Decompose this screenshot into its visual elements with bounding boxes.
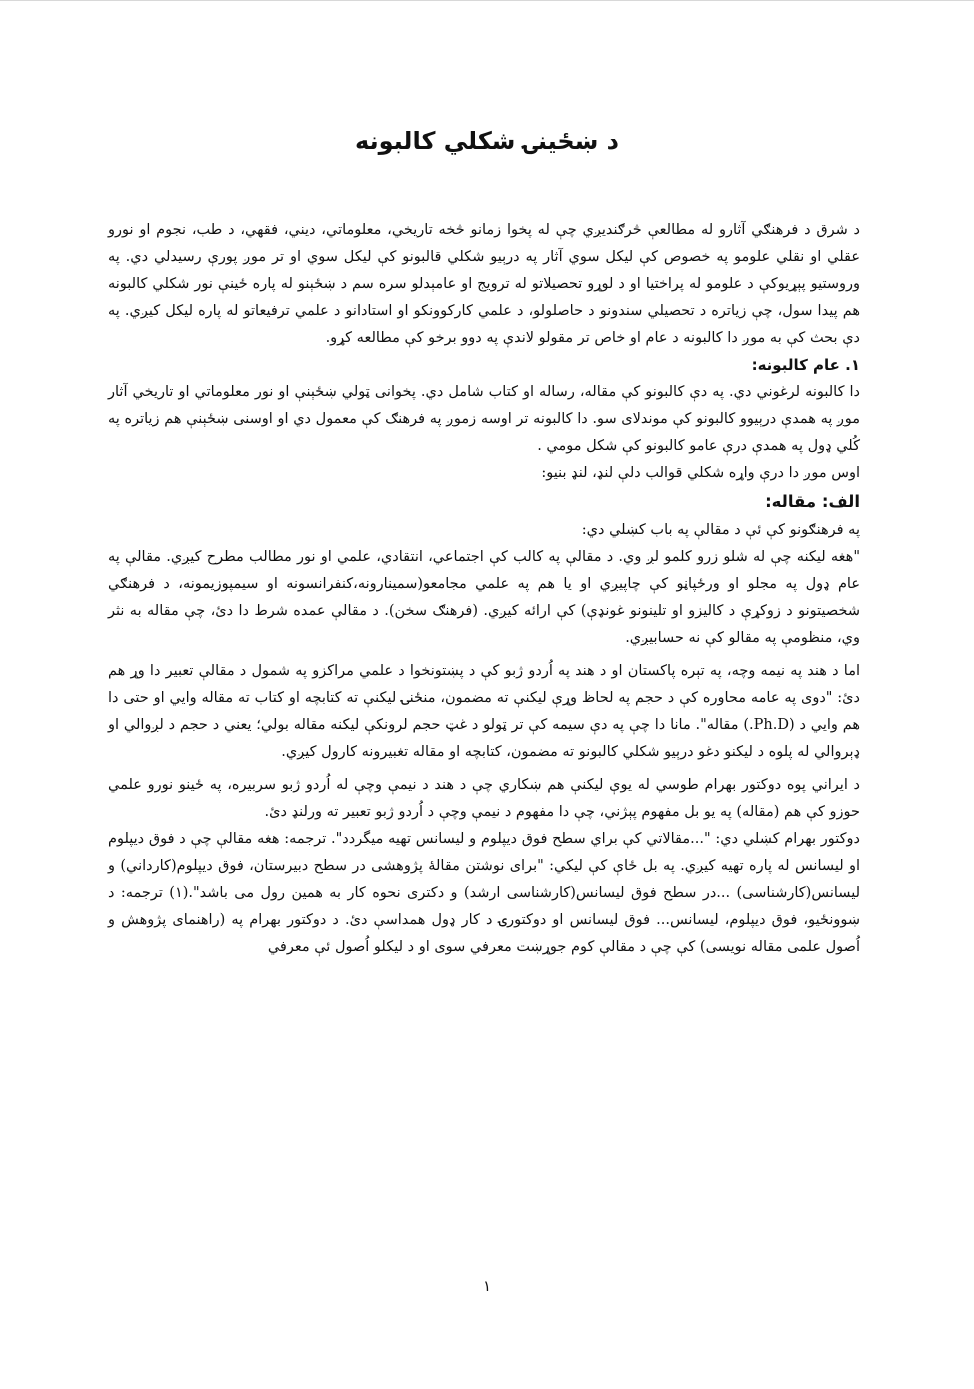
document-body <box>108 217 860 961</box>
page-number: ۱ <box>482 1277 492 1295</box>
general-forms-note: اوس موږ دا درې واړه شکلي قوالب دلې لنډ، لنډ بنیو: <box>541 465 860 481</box>
general-forms-paragraph: دا کالبونه لرغوني دي. په دې کالبونو کې مقاله، رساله او کتاب شامل دي. پخوانی ټولي ښځېنې او نور معلوماتي او تاریخي آثار موږ په همدې درېیوو کالبونو کې موندلای سو. دا کالبونه تر اوسه زموږ په فرهنګ کې معمول دي او اوسنی ښځېنې هم زیاتره په کُلي ډول په همدې درې عامو کالبونو کې شکل مومي . <box>108 384 860 454</box>
article-intro: په فرهنګونو کې ئې د مقالې په باب کښلي دي: <box>581 522 860 538</box>
iran-paragraph: د ایراني پوه دوکتور بهرام طوسي له یوې لیکنې هم ښکاري چې د هند د نیمې وچې له اُردو ژبو سربیره، په ځینو نورو علمي حوزو کې هم (مقاله) په یو بل مفهوم پېژني، چې دا مفهوم د نیمې وچې د اُردو ژبو تعبیر ته ورلنډ دئ. <box>108 777 860 820</box>
page-title: د ښځينۍ شکلي کالبونه <box>355 127 619 155</box>
bahram-paragraph: دوکتور بهرام کښلي دي: "...مقالاتي کې براي سطح فوق دیپلوم و لیسانس تهیه میگردد". ترجمه: هغه مقالې چې د فوق دیپلوم او لیسانس له پاره تهیه کیږي. په بل ځاې کې لیکي: "برای نوشتن مقالۀ پژوهشی در سطح دبیرستان، فوق دیپلوم(کارداني) و لیسانس(کارشناسی) ...در سطح فوق لیسانس(کارشناسی ارشد) و دکتری نحوه کار به همین رول می باشد".(۱) ترجمه: د ښوونځیو، فوق دیپلوم، لیسانس... فوق لیسانس او دوکتورۍ د کار ډول همداسې دئ. د دوکتور بهرام په (راهنمای پژوهش و اُصول علمی مقاله نویسی) کې چې د مقالې کوم جوړښت معرفي سوی او د لیکلو اُصول ئې معرفي <box>108 831 860 955</box>
subsection-heading-article: الف: مقاله: <box>765 492 860 511</box>
section-heading-general-forms: ۱. عام کالبونه: <box>751 356 860 374</box>
intro-paragraph: د شرق د فرهنګي آثارو له مطالعې څرګندیږي چې له پخوا زمانو څخه تاریخي، معلوماتي، دیني، فقهي، د طب، نجوم او نورو عقلي او نقلي علومو په خصوص کې لیکل سوي آثار په درېیو شکلي قالبونو کې لیکل سوي او تر موږ پورې رسیدلي دي. په وروستیو پېړیوکې د علومو له پراختیا او د لوړو تحصیلاتو له ترویج او عامېدلو سره سم د ښځېنو له پاره ځینې نور شکلي کالبونه هم پیدا سول، چې زیاتره د تحصیلي سندونو د حاصلولو، د علمي کارکوونکو او استادانو د علمي ترفیعاتو له پاره لیکل کیږي. په دې بحث کې به موږ دا کالبونه د عام او خاص تر مقولو لاندې په دوو برخو کې مطالعه کړو. <box>108 222 860 346</box>
article-quote-paragraph: "هغه لیکنه چې له شلو زرو کلمو لږ وي. د مقالې په کالب کې اجتماعي، انتقادي، علمي او نور مطالب مطرح کیږي. مقالې په عام ډول په مجلو او ورځپاڼو کې چاپیږي او یا هم په علمي مجامعو(سمینارونه،کنفرانسونه او سیمپوزیمونه، د فرهنګي شخصیتونو د زوکړې د کالیزو او تلینونو غونډې) کې ارائه کیږي. (فرهنګ سخن). د مقالې عمده شرط دا دئ، چې مقاله به نثر وي، منظومې په مقالو کې نه حسابیږي. <box>108 549 860 646</box>
india-paragraph: اما د هند په نیمه وچه، په تېره پاکستان او د هند په اُردو ژبو کې د پښتونخوا د علمي مراکزو په شمول د مقالې تعبیر دا وړ هم دئ: "دوی په عامه محاوره کې د حجم په لحاظ وړې لیکنې ته مضمون، منځنۍ لیکنې ته کتابچه او کتاب ته مقاله وایي او حتی دا هم وایي د (Ph.D.) مقاله". مانا دا چې په دې سیمه کې تر ټولو د غټ حجم لرونکې لیکنه مقاله بولي؛ یعني د حجم د لږوالي او ډېروالي له پلوه د لیکنو دغو درېیو شکلي کالبونو ته مضمون، کتابچه او مقاله تغبیرونه کارول کیږي. <box>108 663 861 760</box>
